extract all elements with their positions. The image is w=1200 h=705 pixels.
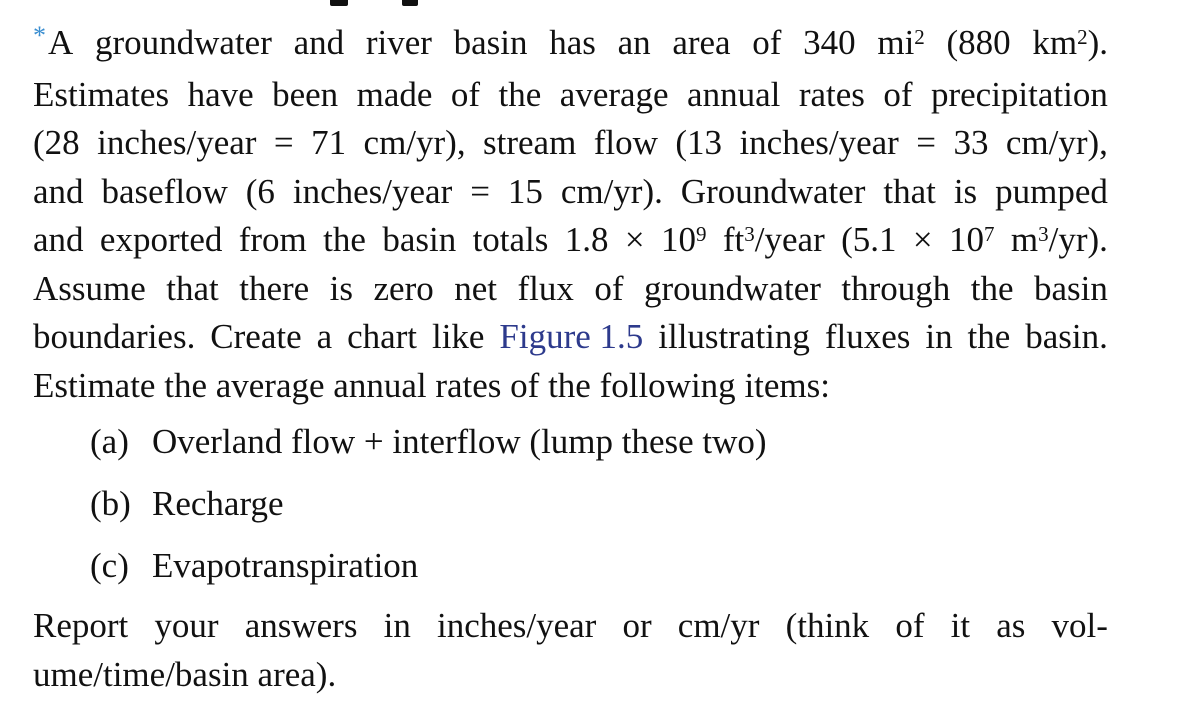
word: and [33,171,84,211]
problem-line [33,71,1108,120]
word: Report [33,606,129,645]
word: Assume [33,268,146,308]
word: that [883,171,936,211]
figure-reference-link[interactable]: Figure 1.5 [499,317,644,356]
word: a [316,317,333,356]
problem-line [33,168,1108,217]
word: stream [483,123,577,162]
word: (880 [946,23,1011,62]
word: baseflow [101,171,228,211]
problem-line [33,119,1108,168]
page-edge-artifact [0,0,1200,8]
word: groundwater [644,268,821,308]
word: = [916,123,936,162]
problem-line [33,19,1108,71]
word: as [996,606,1026,645]
word: groundwater [94,23,272,62]
word: 340 [803,23,856,62]
word: × [624,220,645,259]
superscript: 7 [984,221,995,246]
word: × [912,220,933,259]
word: there [239,268,310,308]
word: of [883,74,913,114]
word: zero [373,268,434,308]
word: Estimate [33,365,156,405]
word: fluxes [824,317,911,356]
word: (think [785,606,870,645]
word: illustrating [658,317,810,356]
instruction-line: ume/time/basin area). [33,654,337,694]
list-item [90,480,767,542]
word: inches/year [436,606,597,645]
superscript: 2 [1077,24,1088,49]
word: 10 [949,220,985,259]
instruction-line [33,602,1108,651]
word: of [895,606,925,645]
word: precipitation [930,74,1108,114]
word: cm/yr). [560,171,663,211]
word: items: [744,365,830,405]
superscript: 9 [696,221,707,246]
word: the [970,268,1014,308]
problem-line [33,362,1108,411]
starred-problem-marker: * [33,21,46,50]
word: through [841,268,951,308]
item-label: (b) [90,484,131,523]
word: of [594,268,624,308]
word: basin [453,23,528,62]
item-label: (a) [90,422,129,461]
word: (13 [675,123,722,162]
word: it [950,606,971,645]
word: flux [517,268,574,308]
word: ft [722,220,745,259]
answer-instructions [33,602,1108,699]
superscript: 3 [1038,221,1049,246]
word: pumped [995,171,1108,211]
word: exported [99,220,223,259]
word: an [617,23,651,62]
item-list [90,418,767,604]
word: following [599,365,736,405]
problem-line [33,313,1108,362]
word: the [164,365,207,405]
superscript: 3 [744,221,755,246]
word: A [48,23,74,62]
word: Groundwater [680,171,866,211]
item-text: Recharge [152,484,284,523]
word: in [925,317,953,356]
word: annual [333,365,427,405]
word: boundaries. [33,317,196,356]
word: 71 [311,123,347,162]
word: /yr). [1048,220,1108,259]
word: basin [1034,268,1108,308]
word: is [953,171,978,211]
word: of [510,365,540,405]
word: m [1010,220,1039,259]
item-label: (c) [90,546,129,585]
word: rates [435,365,502,405]
word: average [559,74,669,114]
word: or [622,606,652,645]
list-item [90,542,767,604]
word: 33 [953,123,989,162]
word: 15 [507,171,543,211]
superscript: 2 [914,24,925,49]
word: chart [347,317,418,356]
word: totals [472,220,549,259]
problem-statement [33,19,1113,410]
word: = [273,123,294,162]
word: of [752,23,782,62]
list-item [90,418,767,480]
word: been [272,74,339,114]
word: = [470,171,490,211]
word: (6 [245,171,275,211]
word: (28 [33,123,80,162]
problem-line [33,265,1108,314]
word: cm/yr), [363,123,466,162]
word: inches/year [292,171,453,211]
word: in [383,606,411,645]
word: that [166,268,219,308]
word: cm/yr [677,606,760,645]
word: inches/year [739,123,899,162]
word: annual [687,74,781,114]
word: of [450,74,481,114]
word: river [365,23,432,62]
problem-line [33,216,1108,265]
word: basin [382,220,457,259]
word: Estimates [33,74,170,114]
item-text: Overland flow + interflow (lump these two) [152,422,767,461]
word: rates [798,74,865,114]
word: 1.8 [564,220,609,259]
word: answers [244,606,358,645]
word: cm/yr), [1005,123,1108,162]
word: the [323,220,366,259]
word: net [454,268,497,308]
word: like [431,317,485,356]
word: area [672,23,731,62]
word: vol- [1051,606,1108,645]
word: made [356,74,433,114]
word: has [549,23,596,62]
word: and [293,23,345,62]
word: 10 [661,220,697,259]
word: from [238,220,307,259]
word: the [498,74,542,114]
word: /year [754,220,825,259]
item-text: Evapotranspiration [152,546,419,585]
word: have [187,74,254,114]
word: mi [877,23,915,62]
word: is [329,268,354,308]
word: inches/year [97,123,257,162]
word: your [154,606,219,645]
word: basin. [1025,317,1108,356]
word: flow [593,123,658,162]
word: ). [1087,23,1108,62]
word: Create [210,317,302,356]
word: average [215,365,325,405]
word: and [33,220,84,259]
word: km [1032,23,1078,62]
word: (5.1 [841,220,897,259]
word: the [548,365,591,405]
word: the [967,317,1011,356]
